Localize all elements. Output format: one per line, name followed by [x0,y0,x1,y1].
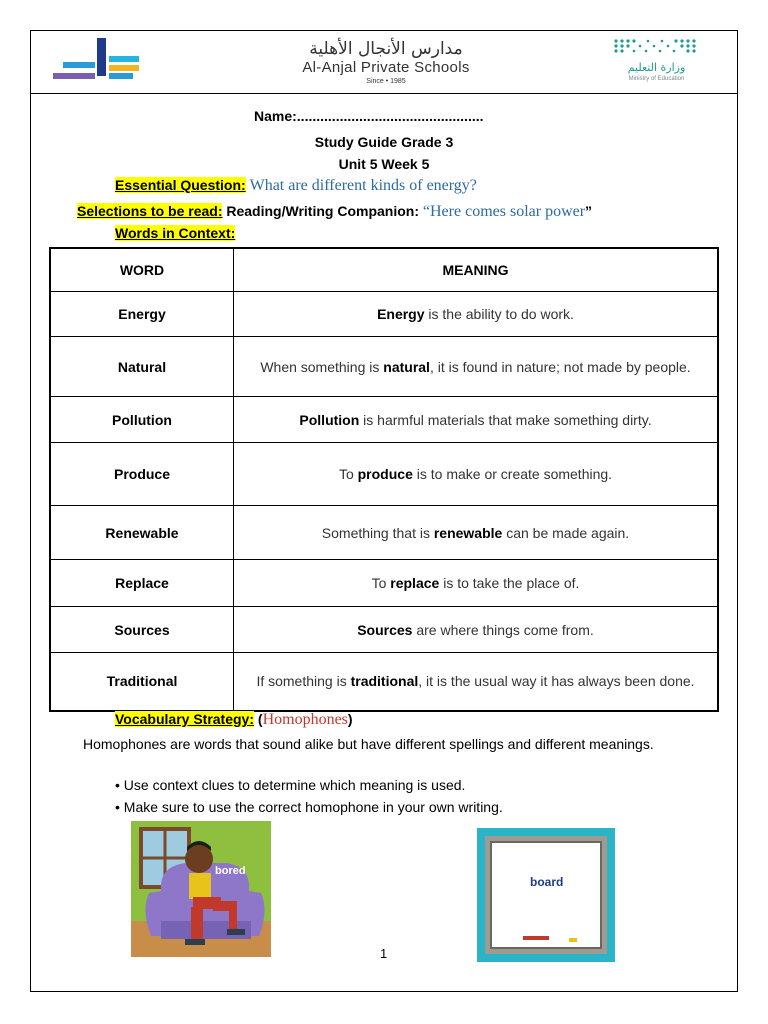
school-name-block [251,39,521,87]
meaning-post: , it is the usual way it has always been done. [418,673,695,690]
ministry-name-english: Ministry of Education [628,76,685,82]
meaning-pre: Something that is [321,524,434,541]
homophones-definition: Homophones are words that sound alike but have different spellings and different meanings. [83,736,654,752]
ministry-name-arabic: وزارة التعليم [627,61,686,74]
table-row [50,560,718,607]
meaning-cell [234,397,719,443]
word-column-header: WORD [50,248,234,292]
page-title: Study Guide Grade 3 [314,134,454,150]
meaning-cell [234,337,719,397]
meaning-bold: Energy [377,306,425,322]
vocabulary-strategy [115,711,353,729]
strategy-close-paren: ) [347,711,353,727]
page-frame [30,30,738,992]
essential-question [115,177,477,195]
meaning-cell [234,653,719,711]
bored-boy-picture [131,821,271,957]
board-picture [477,828,615,962]
table-row [50,506,718,560]
word-cell: Produce [50,443,234,506]
meaning-pre: To [371,575,391,591]
word-cell: Replace [50,560,234,607]
meaning-bold: renewable [433,524,503,541]
school-since: Since • 1985 [366,78,406,85]
school-logo-icon [49,38,149,84]
table-row [50,653,718,711]
meaning-bold: Pollution [299,411,360,428]
meaning-post: is to take the place of. [439,575,580,591]
table-row [50,292,718,337]
essential-question-text: What are different kinds of energy? [249,177,477,194]
meaning-bold: replace [390,575,440,591]
board-label: board [530,875,564,889]
table-row [50,397,718,443]
ministry-logo [589,38,724,83]
meaning-post: is harmful materials that make something dirty. [359,411,652,428]
table-row [50,337,718,397]
word-cell: Pollution [50,397,234,443]
strategy-name: Homophones [262,711,348,728]
story-close-quote: ” [585,203,593,219]
meaning-cell [234,506,719,560]
ministry-dots-icon [612,38,702,54]
meaning-bold: Sources [357,621,413,638]
table-header-row [50,248,718,292]
word-cell: Renewable [50,506,234,560]
story-title: Here comes solar power [430,203,586,220]
meaning-cell [234,292,719,337]
bored-label: bored [215,865,246,877]
meaning-post: is the ability to do work. [424,306,574,322]
school-name-english: Al-Anjal Private Schools [302,59,470,76]
meaning-pre: When something is [260,358,384,375]
word-cell: Traditional [50,653,234,711]
essential-question-label: Essential Question: [115,177,246,193]
selections-label: Selections to be read: [77,203,223,219]
word-cell: Energy [50,292,234,337]
word-cell: Natural [50,337,234,397]
meaning-bold: produce [357,466,413,482]
strategy-open-paren: ( [254,711,263,727]
meaning-pre: To [338,466,358,482]
words-in-context-label [115,225,235,241]
meaning-cell [234,560,719,607]
meaning-cell [234,443,719,506]
story-open-quote: “ [422,203,430,220]
table-row [50,607,718,653]
meaning-bold: natural [383,358,430,375]
page-number: 1 [380,946,388,961]
table-row [50,443,718,506]
words-label-text: Words in Context: [115,225,236,241]
page-subtitle: Unit 5 Week 5 [338,156,430,172]
vocabulary-table [49,247,719,712]
selections-line [77,203,592,221]
meaning-post: is to make or create something. [412,466,613,482]
header [31,31,737,94]
strategy-label: Vocabulary Strategy: [115,711,255,727]
name-line: Name:................................................ [254,108,484,124]
meaning-post: can be made again. [502,524,630,541]
companion-label: Reading/Writing Companion: [226,203,419,219]
word-cell: Sources [50,607,234,653]
meaning-post: , it is found in nature; not made by people. [429,358,691,375]
bullet-item: • Make sure to use the correct homophone in your own writing. [115,799,503,815]
meaning-column-header: MEANING [234,248,719,292]
bullet-item: • Use context clues to determine which meaning is used. [115,777,466,793]
meaning-bold: traditional [350,673,419,690]
meaning-post: are where things come from. [412,621,594,638]
meaning-pre: If something is [256,673,351,690]
meaning-cell [234,607,719,653]
school-name-arabic: مدارس الأنجال الأهلية [309,39,463,59]
